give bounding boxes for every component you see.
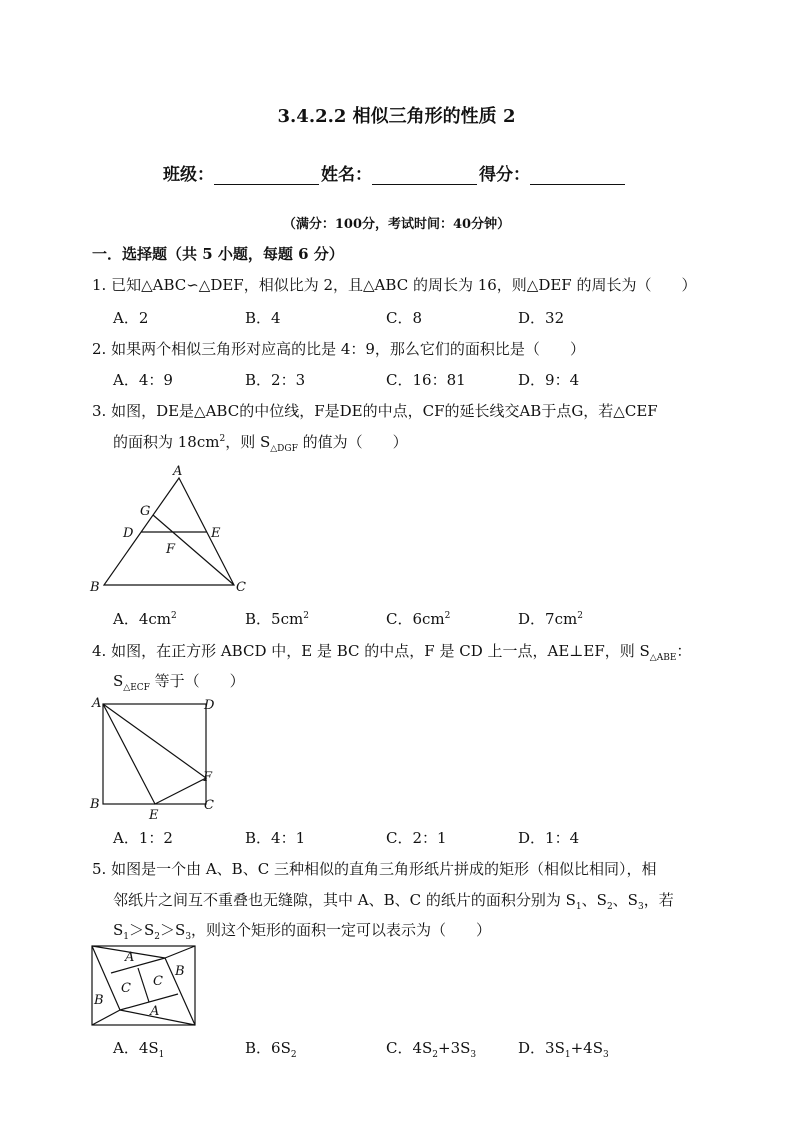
q3-area-text: 的面积为 18cm	[113, 433, 220, 451]
q3-area-sup: 2	[219, 434, 226, 444]
label-b-right: B	[175, 964, 185, 979]
q5-text-line2: 邻纸片之间互不重叠也无缝隙，其中 A、B、C 的纸片的面积分别为 $S_1$、$S_2$、$S_3$，若	[113, 891, 674, 912]
section-heading: 一．选择题（共 5 小题，每题 6 分）	[92, 245, 344, 263]
q4-option-c: C．2：1	[386, 829, 447, 847]
q4-option-b: B．4：1	[245, 829, 306, 847]
q3-option-c: C．$6cm^2$	[386, 610, 451, 628]
fig-line-3	[92, 1010, 120, 1025]
q3-s-text: ，则 S	[225, 433, 271, 451]
label-c: C	[236, 580, 246, 595]
student-info-row	[163, 160, 627, 185]
name-blank	[372, 166, 477, 185]
label-f: F	[203, 770, 213, 785]
q1-text: 1. 已知△ABC∽△DEF，相似比为 2，且△ABC 的周长为 16，则△DEF 的周长为（ ）	[92, 276, 697, 294]
score-blank	[530, 166, 625, 185]
label-b-left: B	[94, 993, 104, 1008]
q3-triangle-figure	[84, 460, 259, 600]
q5-text-line1: 5. 如图是一个由 A、B、C 三种相似的直角三角形纸片拼成的矩形（相似比相同），相	[92, 860, 657, 878]
q2-option-b: B．2：3	[245, 371, 306, 389]
label-d: D	[204, 698, 215, 713]
q4-option-a: A．1：2	[113, 829, 173, 847]
q1-option-b: B．4	[245, 309, 281, 327]
label-g: G	[140, 504, 151, 519]
q2-text: 2. 如果两个相似三角形对应高的比是 4：9，那么它们的面积比是（ ）	[92, 340, 585, 358]
label-c-right: C	[153, 974, 163, 989]
fig-line-7	[111, 958, 165, 973]
q4-text-line2: $S_{\triangle ECF}$ 等于（ ）	[113, 672, 245, 693]
q5-rectangle-figure	[90, 944, 200, 1030]
class-label: 班级：	[163, 165, 214, 185]
label-b: B	[90, 797, 100, 812]
q2-option-a: A．4：9	[113, 371, 173, 389]
fig-line-5	[165, 946, 195, 958]
label-d: D	[123, 526, 134, 541]
label-c: C	[204, 798, 214, 813]
q5-option-c: C．$4S_2+3S_3$	[386, 1039, 477, 1060]
q5-option-d: D．$3S_1+4S_3$	[518, 1039, 609, 1060]
q3-s-sub: △DGF	[270, 444, 298, 454]
q3-text-line2	[113, 431, 408, 454]
q4-option-d: D．1：4	[518, 829, 580, 847]
q5-text-line3: $S_1>S_2>S_3$，则这个矩形的面积一定可以表示为（ ）	[113, 921, 492, 942]
label-e: E	[211, 526, 221, 541]
label-e: E	[149, 808, 159, 823]
q3-option-b: B．$5cm^2$	[245, 610, 309, 628]
label-a-top: A	[125, 950, 135, 965]
q2-option-d: D．9：4	[518, 371, 580, 389]
name-label: 姓名：	[321, 165, 372, 185]
class-blank	[214, 166, 319, 185]
triangle-aef	[103, 704, 206, 804]
q3-text-line1: 3. 如图，DE是△ABC的中位线，F是DE的中点，CF的延长线交AB于点G，若△CEF	[92, 402, 658, 420]
q1-option-a: A．2	[113, 309, 149, 327]
q4-text-line1: 4. 如图，在正方形 ABCD 中，E 是 BC 的中点，F 是 CD 上一点，AE⊥EF，则 $S_{\triangle ABE}$：	[92, 642, 692, 663]
page-title: 3.4.2.2 相似三角形的性质 2	[277, 106, 516, 127]
exam-meta: （满分：100分，考试时间：40分钟）	[282, 217, 511, 232]
q3-tail-text: 的值为（ ）	[297, 433, 408, 451]
label-a: A	[92, 696, 102, 711]
score-label: 得分：	[479, 165, 530, 185]
q1-option-c: C．8	[386, 309, 423, 327]
q5-option-b: B．$6S_2$	[245, 1039, 297, 1060]
q4-square-figure	[86, 694, 226, 824]
q1-option-d: D．32	[518, 309, 565, 327]
fig-line-9	[138, 968, 149, 1002]
q2-option-c: C．16：81	[386, 371, 466, 389]
q5-option-a: A．$4S_1$	[113, 1039, 165, 1060]
label-c-left: C	[121, 981, 131, 996]
label-b: B	[90, 580, 100, 595]
label-a-bottom: A	[150, 1004, 160, 1019]
q3-option-a: A．$4cm^2$	[113, 610, 177, 628]
q3-option-d: D．$7cm^2$	[518, 610, 583, 628]
square-abcd	[103, 704, 206, 804]
label-f: F	[166, 542, 176, 557]
label-a: A	[173, 464, 183, 479]
